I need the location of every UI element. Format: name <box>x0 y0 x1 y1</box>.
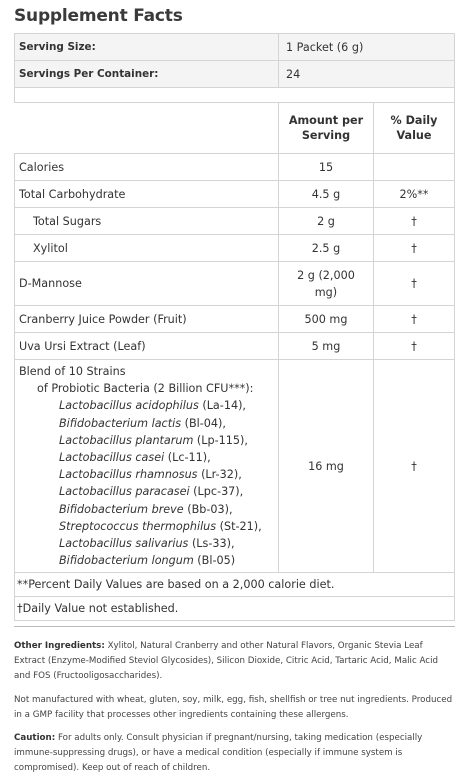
nutrient-amount: 15 <box>278 154 373 181</box>
nutrient-daily-value: † <box>373 306 454 333</box>
strain-item <box>19 518 277 535</box>
nutrient-daily-value: † <box>373 235 454 262</box>
table-row <box>15 181 455 208</box>
strain-species: Lactobacillus paracasei <box>59 485 190 499</box>
table-spacer <box>15 88 455 103</box>
strain-item <box>19 501 277 518</box>
nutrient-amount: 4.5 g <box>278 181 373 208</box>
supplement-facts-table <box>14 33 455 621</box>
nutrient-name: Calories <box>15 154 279 181</box>
probiotic-blend-row <box>15 360 455 573</box>
nutrient-daily-value: 2%** <box>373 181 454 208</box>
strain-species: Bifidobacterium breve <box>59 502 184 516</box>
header-amount-per-serving <box>278 103 373 154</box>
footnote-not-established: †Daily Value not established. <box>15 597 455 621</box>
strain-code: (La-14), <box>198 399 246 413</box>
header-daily-value: % Daily Value <box>373 103 454 154</box>
strain-item <box>19 397 277 414</box>
caution-text: For adults only. Consult physician if pregnant/nursing, taking medication (especially immune-suppressing drugs), or have a medical condition (especially if immune system is compromised). Keep out of reach of children. <box>14 733 423 773</box>
footnote-row <box>15 573 455 597</box>
nutrient-name: Xylitol <box>15 235 279 262</box>
divider <box>14 626 455 627</box>
nutrient-amount: 2.5 g <box>278 235 373 262</box>
strain-code: (Lp-115), <box>193 433 248 447</box>
table-row <box>15 154 455 181</box>
strain-item <box>19 483 277 500</box>
nutrient-name: Cranberry Juice Powder (Fruit) <box>15 306 279 333</box>
strain-species: Lactobacillus salivarius <box>59 537 189 551</box>
footnote-percent-dv: **Percent Daily Values are based on a 2,000 calorie diet. <box>15 573 455 597</box>
nutrient-name: Uva Ursi Extract (Leaf) <box>15 333 279 360</box>
nutrient-daily-value: † <box>373 333 454 360</box>
table-row <box>15 333 455 360</box>
strain-item <box>19 535 277 552</box>
header-amount-line2: Serving <box>301 129 351 142</box>
strain-item <box>19 449 277 466</box>
nutrient-name: Total Sugars <box>15 208 279 235</box>
nutrient-amount: 500 mg <box>278 306 373 333</box>
servings-per-container-label: Servings Per Container: <box>15 61 279 88</box>
blend-line1: Blend of 10 Strains <box>19 365 126 378</box>
nutrient-amount <box>278 262 373 306</box>
strain-species: Lactobacillus rhamnosus <box>59 468 198 482</box>
table-row <box>15 235 455 262</box>
nutrient-amount-line1: 2 g (2,000 <box>297 268 355 282</box>
other-ingredients-label: Other Ingredients: <box>14 641 105 651</box>
other-ingredients <box>14 639 455 684</box>
serving-size-label: Serving Size: <box>15 34 279 61</box>
blend-daily-value: † <box>373 360 454 573</box>
strain-code: (Ls-33), <box>188 537 235 551</box>
servings-per-container-row <box>15 61 455 88</box>
strain-species: Lactobacillus casei <box>59 451 165 465</box>
strain-species: Lactobacillus plantarum <box>59 433 194 447</box>
strain-species: Lactobacillus acidophilus <box>59 399 199 413</box>
strain-code: (Bb-03), <box>183 502 233 516</box>
nutrient-amount-line2: mg) <box>314 285 338 299</box>
blend-line2: of Probiotic Bacteria (2 Billion CFU***): <box>37 382 254 396</box>
nutrient-amount: 2 g <box>278 208 373 235</box>
header-blank-cell <box>15 103 279 154</box>
strain-code: (Bl-05) <box>193 554 236 568</box>
panel-title: Supplement Facts <box>14 6 183 26</box>
nutrient-amount: 5 mg <box>278 333 373 360</box>
nutrient-daily-value: † <box>373 208 454 235</box>
nutrient-daily-value <box>373 154 454 181</box>
strain-code: (Lr-32), <box>197 468 242 482</box>
blend-amount: 16 mg <box>278 360 373 573</box>
nutrient-name: Total Carbohydrate <box>15 181 279 208</box>
servings-per-container-value: 24 <box>278 61 454 88</box>
table-row <box>15 262 455 306</box>
header-amount-line1: Amount per <box>288 114 364 127</box>
strain-code: (Lpc-37), <box>189 485 244 499</box>
nutrient-name: D-Mannose <box>15 262 279 306</box>
column-header-row <box>15 103 455 154</box>
footnote-row <box>15 597 455 621</box>
strain-item <box>19 466 277 483</box>
strain-item <box>19 432 277 449</box>
serving-size-row <box>15 34 455 61</box>
serving-size-value: 1 Packet (6 g) <box>278 34 454 61</box>
caution-label: Caution: <box>14 733 56 743</box>
strain-code: (Bl-04), <box>181 416 226 430</box>
strain-species: Bifidobacterium longum <box>59 554 194 568</box>
strain-code: (St-21), <box>216 519 262 533</box>
blend-description <box>15 360 279 573</box>
strain-code: (Lc-11), <box>164 451 211 465</box>
strain-species: Streptococcus thermophilus <box>59 519 217 533</box>
table-row <box>15 208 455 235</box>
nutrient-daily-value: † <box>373 262 454 306</box>
other-ingredients-text: Xylitol, Natural Cranberry and other Natural Flavors, Organic Stevia Leaf Extract (Enzyme-Modified Steviol Glycosides), Silicon Dioxide, Citric Acid, Tartaric Acid, Malic Acid and FOS (Fructooligosaccharides). <box>14 641 439 681</box>
caution-note <box>14 731 455 776</box>
table-row <box>15 306 455 333</box>
strain-species: Bifidobacterium lactis <box>59 416 182 430</box>
strain-item <box>19 552 277 569</box>
allergen-note: Not manufactured with wheat, gluten, soy, milk, egg, fish, shellfish or tree nut ingredients. Produced in a GMP facility that processes other ingredients containing these allergens. <box>14 695 453 720</box>
strain-item <box>19 415 277 432</box>
